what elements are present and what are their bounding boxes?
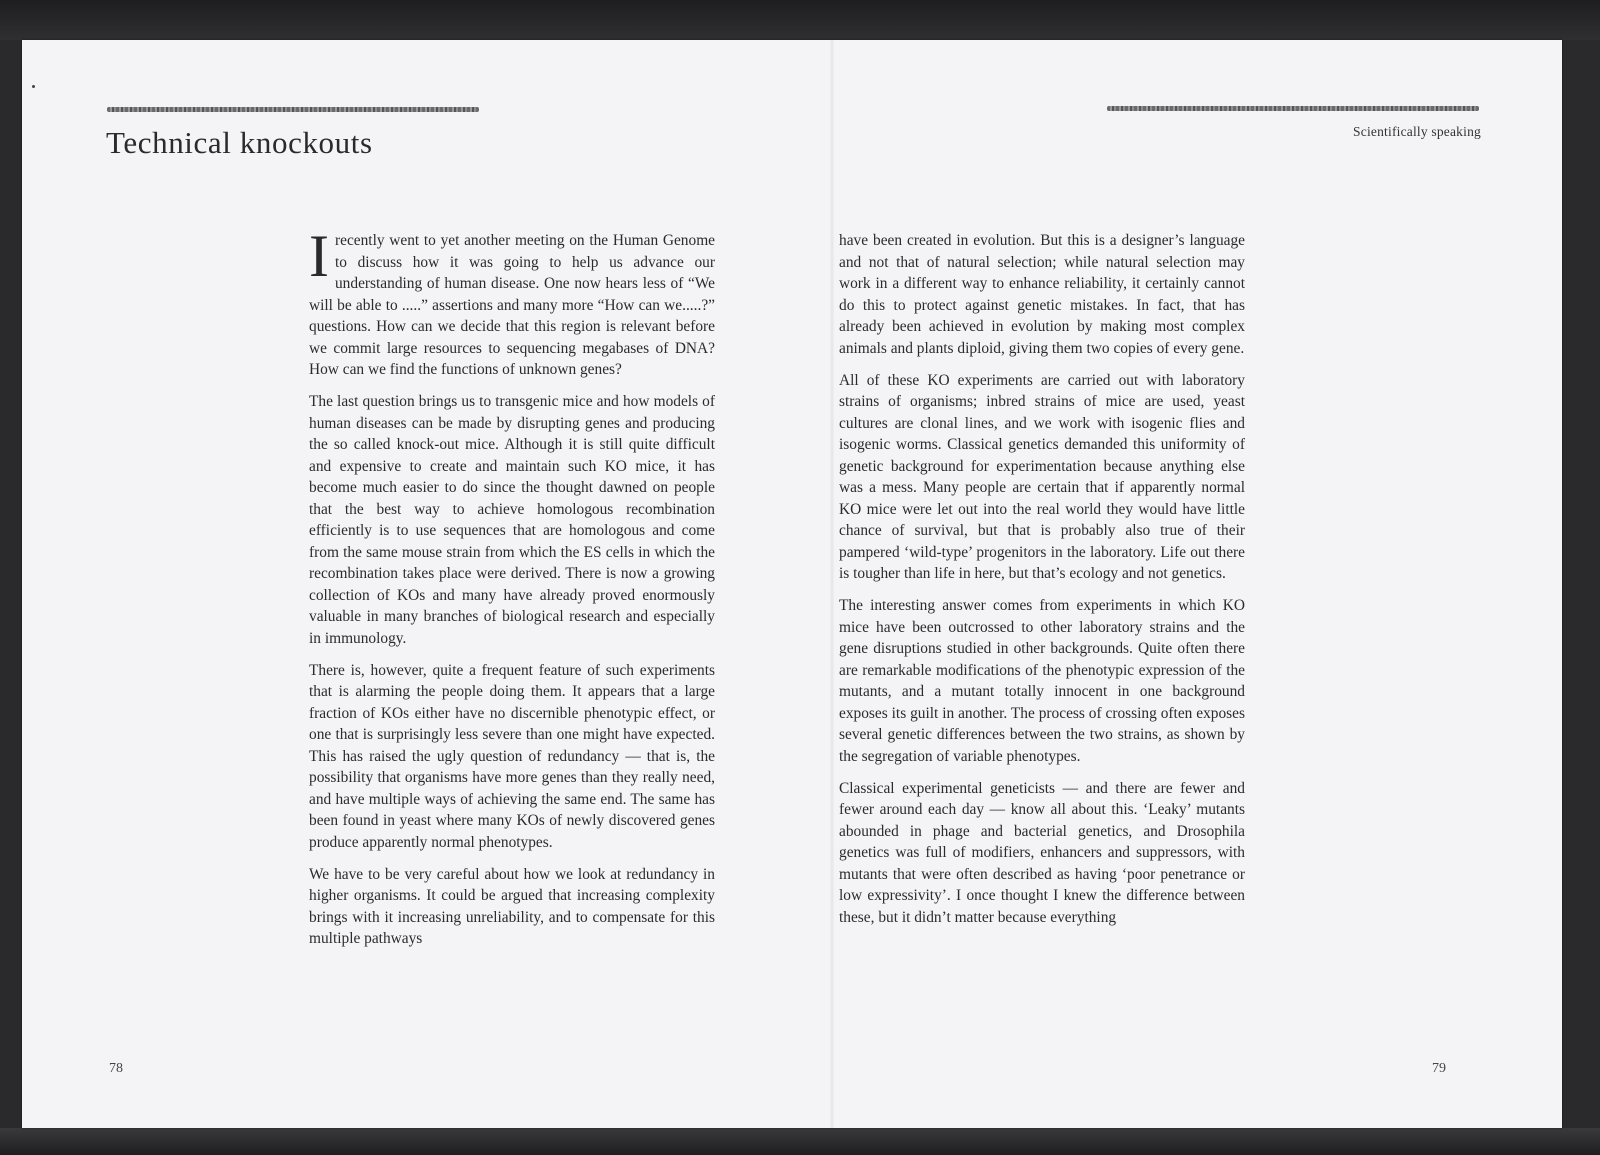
paragraph-text: recently went to yet another meeting on the Human Genome to discuss how it was going to help us advance our understanding of human disease. One now hears less of “We will be able to .....” assertions and many more “How can we.....?” questions. How can we decide that this region is relevant before we commit large resources to sequencing megabases of DNA? How can we find the functions of unknown genes? — [309, 232, 715, 378]
page-number-right: 79 — [1432, 1061, 1446, 1076]
paragraph — [309, 223, 715, 381]
right-text-column — [839, 230, 1245, 939]
running-head: Scientifically speaking — [1353, 124, 1481, 139]
dust-speck — [32, 85, 35, 88]
paragraph: There is, however, quite a frequent feature of such experiments that is alarming the people doing them. It appears that a large fraction of KOs either have no discernible phenotypic effect, or one that is surprisingly less severe than one might have expected. This has raised the ugly question of redundancy — that is, the possibility that organisms have more genes than they really need, and have multiple ways of achieving the same end. The same has been found in yeast where many KOs of newly discovered genes produce apparently normal phenotypes. — [309, 661, 715, 851]
scan-background-top — [0, 0, 1600, 40]
left-text-column — [309, 223, 715, 960]
scan-background-bottom — [0, 1128, 1600, 1155]
decorative-rule-right — [1107, 106, 1479, 111]
decorative-rule-left — [107, 107, 479, 112]
page-gutter — [830, 40, 834, 1128]
paragraph: We have to be very careful about how we look at redundancy in higher organisms. It could be argued that increasing complexity brings with it increasing unreliability, and to compensate for this multiple pathways — [309, 865, 715, 947]
paragraph: have been created in evolution. But this is a designer’s language and not that of natural selection; while natural selection may work in a different way to enhance reliability, it certainly cannot do this to protect against genetic mistakes. In fact, that has already been achieved in evolution by making most complex animals and plants diploid, giving them two copies of every gene. — [839, 232, 1245, 357]
drop-cap: I — [309, 223, 329, 289]
paragraph: The last question brings us to transgenic mice and how models of human diseases can be made by disrupting genes and producing the so called knock-out mice. Although it is still quite difficult and expensive to create and maintain such KO mice, it has become much easier to do since the thought dawned on people that the best way to achieve homologous recombination efficiently is to use sequences that are homologous and come from the same mouse strain from which the ES cells in which the recombination takes place were derived. There is now a growing collection of KOs and many have already proved enormously valuable in many branches of biological research and especially in immunology. — [309, 393, 715, 647]
paragraph: Classical experimental geneticists — and there are fewer and fewer around each day — know all about this. ‘Leaky’ mutants abounded in phage and bacterial genetics, and Drosophila genetics was full of modifiers, enhancers and suppressors, with mutants that were often described as having ‘poor penetrance or low expressivity’. I once thought I knew the difference between these, but it didn’t matter because everything — [839, 779, 1245, 926]
paragraph: All of these KO experiments are carried out with laboratory strains of organisms; inbred strains of mice are used, yeast cultures are clonal lines, and we work with isogenic flies and isogenic worms. Classical genetics demanded this uniformity of genetic background for experimentation because anything else was a mess. Many people are certain that if apparently normal KO mice were let out into the real world they would have little chance of survival, but that is probably also true of their pampered ‘wild-type’ progenitors in the laboratory. Life out there is tougher than life in here, but that’s ecology and not genetics. — [839, 371, 1245, 582]
page-title: Technical knockouts — [106, 125, 373, 160]
book-spread — [22, 40, 1562, 1128]
page-number-left: 78 — [109, 1061, 123, 1076]
paragraph: The interesting answer comes from experiments in which KO mice have been outcrossed to other laboratory strains and the gene disruptions studied in other backgrounds. Quite often there are remarkable modifications of the phenotypic expression of the mutants, and a mutant totally innocent in one background exposes its guilt in another. The process of crossing often exposes several genetic differences between the two strains, as shown by the segregation of variable phenotypes. — [839, 597, 1245, 765]
